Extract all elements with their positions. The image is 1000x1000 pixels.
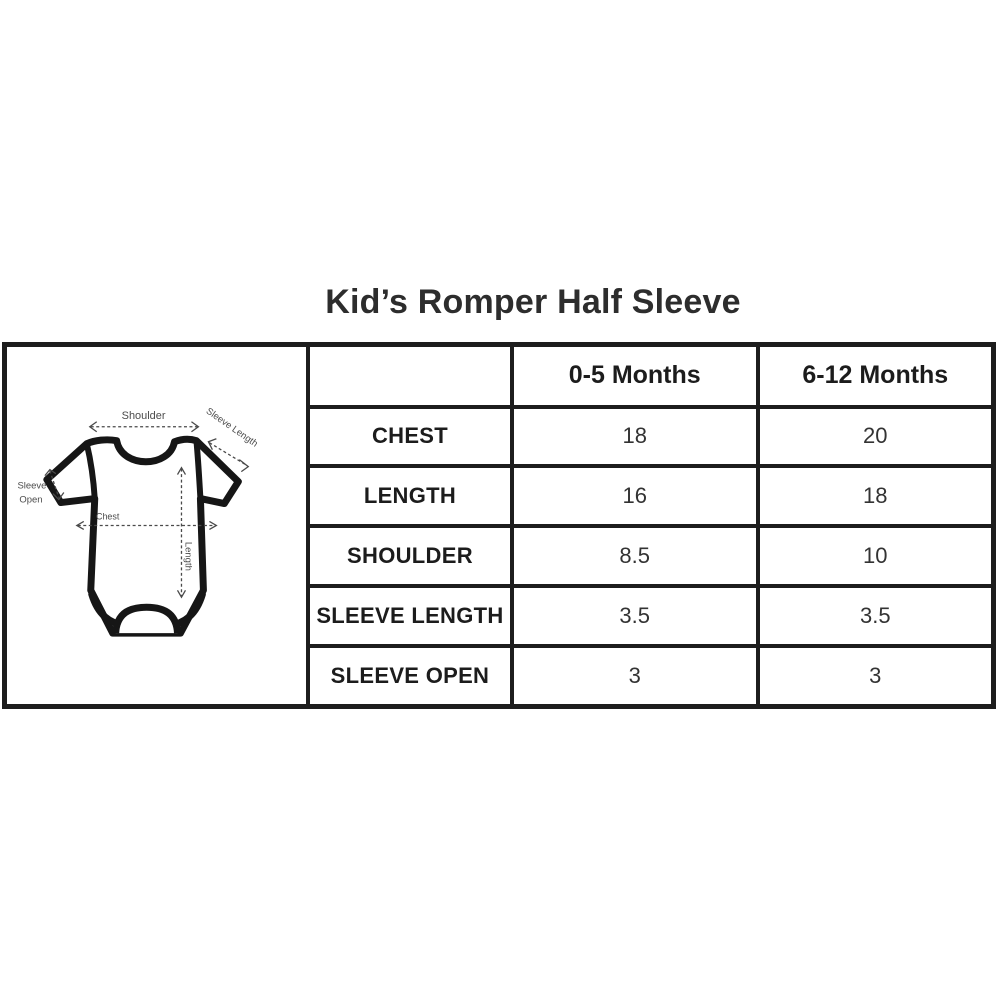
page-title: Kid’s Romper Half Sleeve [325, 283, 741, 321]
row-label-shoulder: SHOULDER [308, 526, 512, 586]
crotch-flap-dome [116, 607, 178, 633]
sleeve-length-value-6-12: 3.5 [758, 586, 994, 646]
row-label-sleeve-length: SLEEVE LENGTH [308, 586, 512, 646]
sleeve-open-value-6-12: 3 [758, 646, 994, 707]
length-label: Length [182, 541, 194, 571]
sleeve-length-value-0-5: 3.5 [512, 586, 758, 646]
shoulder-value-0-5: 8.5 [512, 526, 758, 586]
column-header-6-12-months: 6-12 Months [758, 345, 994, 407]
table-header-row [5, 345, 994, 407]
size-chart-table [2, 342, 996, 709]
row-label-chest: CHEST [308, 407, 512, 467]
garment-diagram-cell [5, 345, 309, 707]
column-header-0-5-months: 0-5 Months [512, 345, 758, 407]
shoulder-label: Shoulder [121, 409, 166, 422]
row-label-length: LENGTH [308, 466, 512, 526]
sleeve-open-label-line2: Open [19, 494, 43, 506]
corner-cell [308, 345, 512, 407]
sleeve-open-value-0-5: 3 [512, 646, 758, 707]
chest-value-6-12: 20 [758, 407, 994, 467]
chest-value-0-5: 18 [512, 407, 758, 467]
sleeve-length-arrowhead-bottom [239, 460, 248, 472]
romper-measurement-diagram [7, 347, 306, 704]
sleeve-length-arrowhead-top [208, 439, 216, 450]
length-value-6-12: 18 [758, 466, 994, 526]
row-label-sleeve-open: SLEEVE OPEN [308, 646, 512, 707]
shoulder-value-6-12: 10 [758, 526, 994, 586]
sleeve-length-label: Sleeve Length [203, 405, 260, 450]
chest-label: Chest [95, 511, 120, 522]
right-armhole-seam [196, 441, 200, 499]
length-value-0-5: 16 [512, 466, 758, 526]
sleeve-open-label-line1: Sleeve [17, 480, 47, 492]
